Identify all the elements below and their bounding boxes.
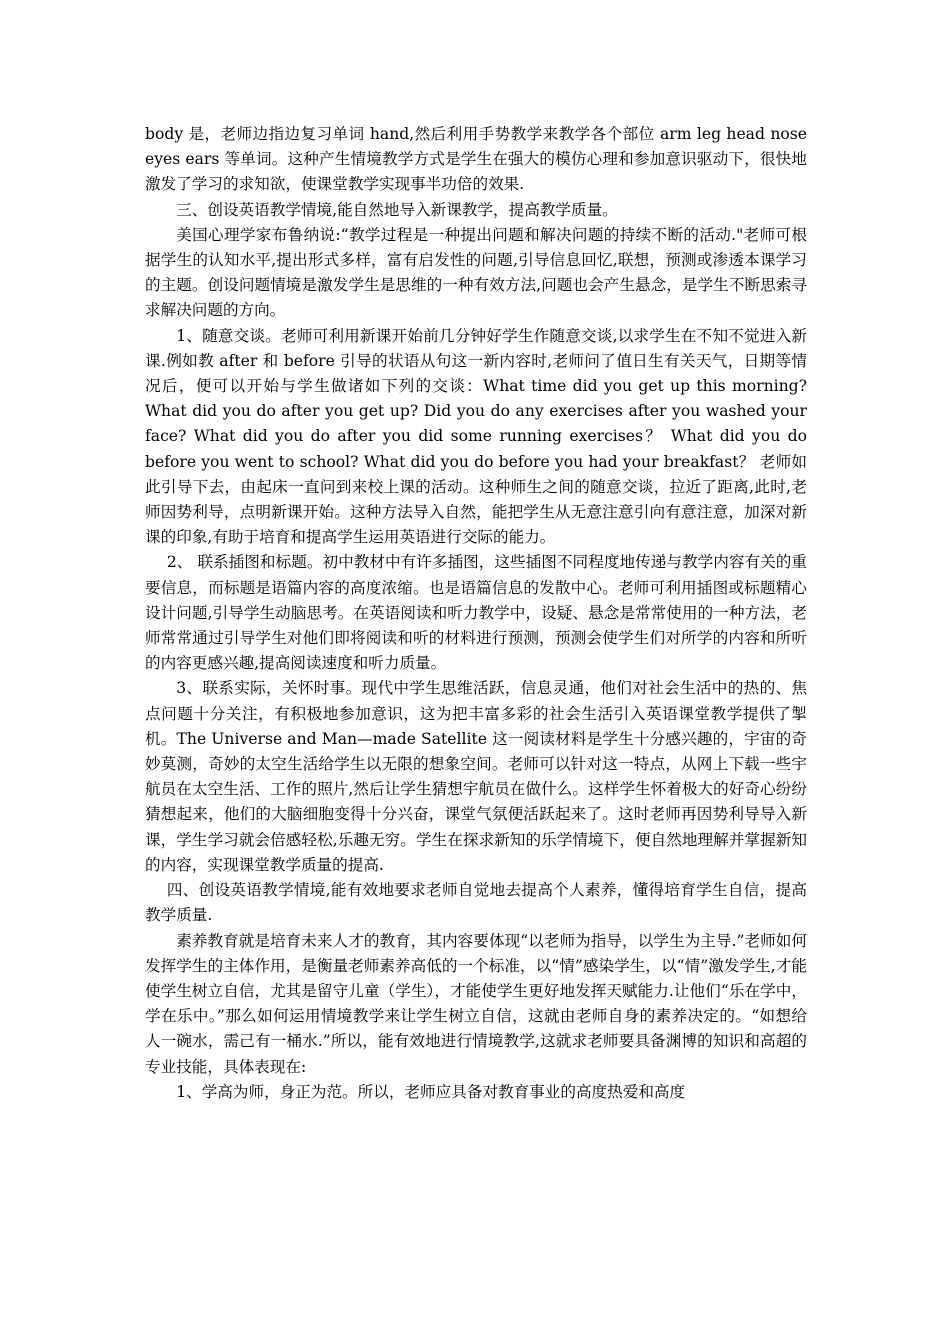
paragraph-quality-education: 素养教育就是培育未来人才的教育，其内容要体现“以老师为指导，以学生为主导.”老师如何发挥学生的主体作用，是衡量老师素养高低的一个标准，以“情”感染学生，以“情”激发学生,才能使学生树立自信，尤其是留守儿童（学生），才能使学生更好地发挥天赋能力.让他们“乐在学中，学在乐中。”那么如何运用情境教学来让学生树立自信，这就由老师自身的素养决定的。“如想给人一碗水，需己有一桶水.”所以，能有效地进行情境教学,这就求老师要具备渊博的知识和高超的专业技能，具体表现在: — [145, 931, 807, 1076]
paragraph-body-continuation: body 是，老师边指边复习单词 hand,然后利用手势教学来教学各个部位 arm leg head nose eyes ears 等单词。这种产生情境教学方式是学生在强大的模仿心理和参加意识驱动下，很快地激发了学习的求知欲，使课堂教学实现事半功倍的效果. — [145, 125, 807, 194]
paragraph-casual-conversation: 1、随意交谈。老师可利用新课开始前几分钟好学生作随意交谈,以求学生在不知不觉进入新课.例如教 after 和 before 引导的状语从句这一新内容时,老师问了值日生有关天气，日期等情况后，便可以开始与学生做诸如下列的交谈：What time did you get up this morning? What did you do after you get up? Did you do any exercises after you washed your face? What did you do after you did some running exercises？ What did you do before you went to school? What did you do before you had your breakfast？ 老师如此引导下去，由起床一直问到来校上课的活动。这种师生之间的随意交谈，拉近了距离,此时,老师因势利导，点明新课开始。这种方法导入自然，能把学生从无意注意引向有意注意，加深对新课的印象,有助于培育和提高学生运用英语进行交际的能力。 — [145, 326, 807, 547]
section-heading-3: 三、创设英语教学情境,能自然地导入新课教学，提高教学质量。 — [176, 200, 618, 219]
document-page — [145, 122, 807, 1105]
paragraph-illustrations-titles: 2、 联系插图和标题。初中教材中有许多插图，这些插图不同程度地传递与教学内容有关的重要信息，而标题是语篇内容的高度浓缩。也是语篇信息的发散中心。老师可利用插图或标题精心设计问题,引导学生动脑思考。在英语阅读和听力教学中，设疑、悬念是常常使用的一种方法，老师常常通过引导学生对他们即将阅读和听的材料进行预测，预测会使学生们对所学的内容和所听的内容更感兴趣,提高阅读速度和听力质量。 — [145, 553, 807, 673]
paragraph-current-affairs: 3、联系实际，关怀时事。现代中学生思维活跃，信息灵通，他们对社会生活中的热的、焦点问题十分关注，有积极地参加意识，这为把丰富多彩的社会生活引入英语课堂教学提供了掣机。The Universe and Man—made Satellite 这一阅读材料是学生十分感兴趣的，宇宙的奇妙莫测，奇妙的太空生活给学生以无限的想象空间。老师可以针对这一特点，从网上下载一些宇航员在太空生活、工作的照片,然后让学生猜想宇航员在做什么。这样学生怀着极大的好奇心纷纷猜想起来，他们的大脑细胞变得十分兴奋，课堂气氛便活跃起来了。这时老师再因势利导导入新课，学生学习就会倍感轻松,乐趣无穷。学生在探求新知的乐学情境下，便自然地理解并掌握新知的内容，实现课堂教学质量的提高. — [145, 679, 807, 874]
section-heading-4: 四、创设英语教学情境,能有效地要求老师自觉地去提高个人素养，懂得培育学生自信，提高教学质量. — [145, 881, 807, 925]
paragraph-teacher-example: 1、学高为师，身正为范。所以，老师应具备对教育事业的高度热爱和高度 — [176, 1082, 686, 1101]
paragraph-bruner-quote: 美国心理学家布鲁纳说:“教学过程是一种提出问题和解决问题的持续不断的活动."老师可根据学生的认知水平,提出形式多样，富有启发性的问题,引导信息回忆,联想，预测或渗透本课学习的主题。创设问题情境是激发学生是思维的一种有效方法,问题也会产生悬念，是学生不断思索寻求解决问题的方向。 — [145, 225, 807, 320]
